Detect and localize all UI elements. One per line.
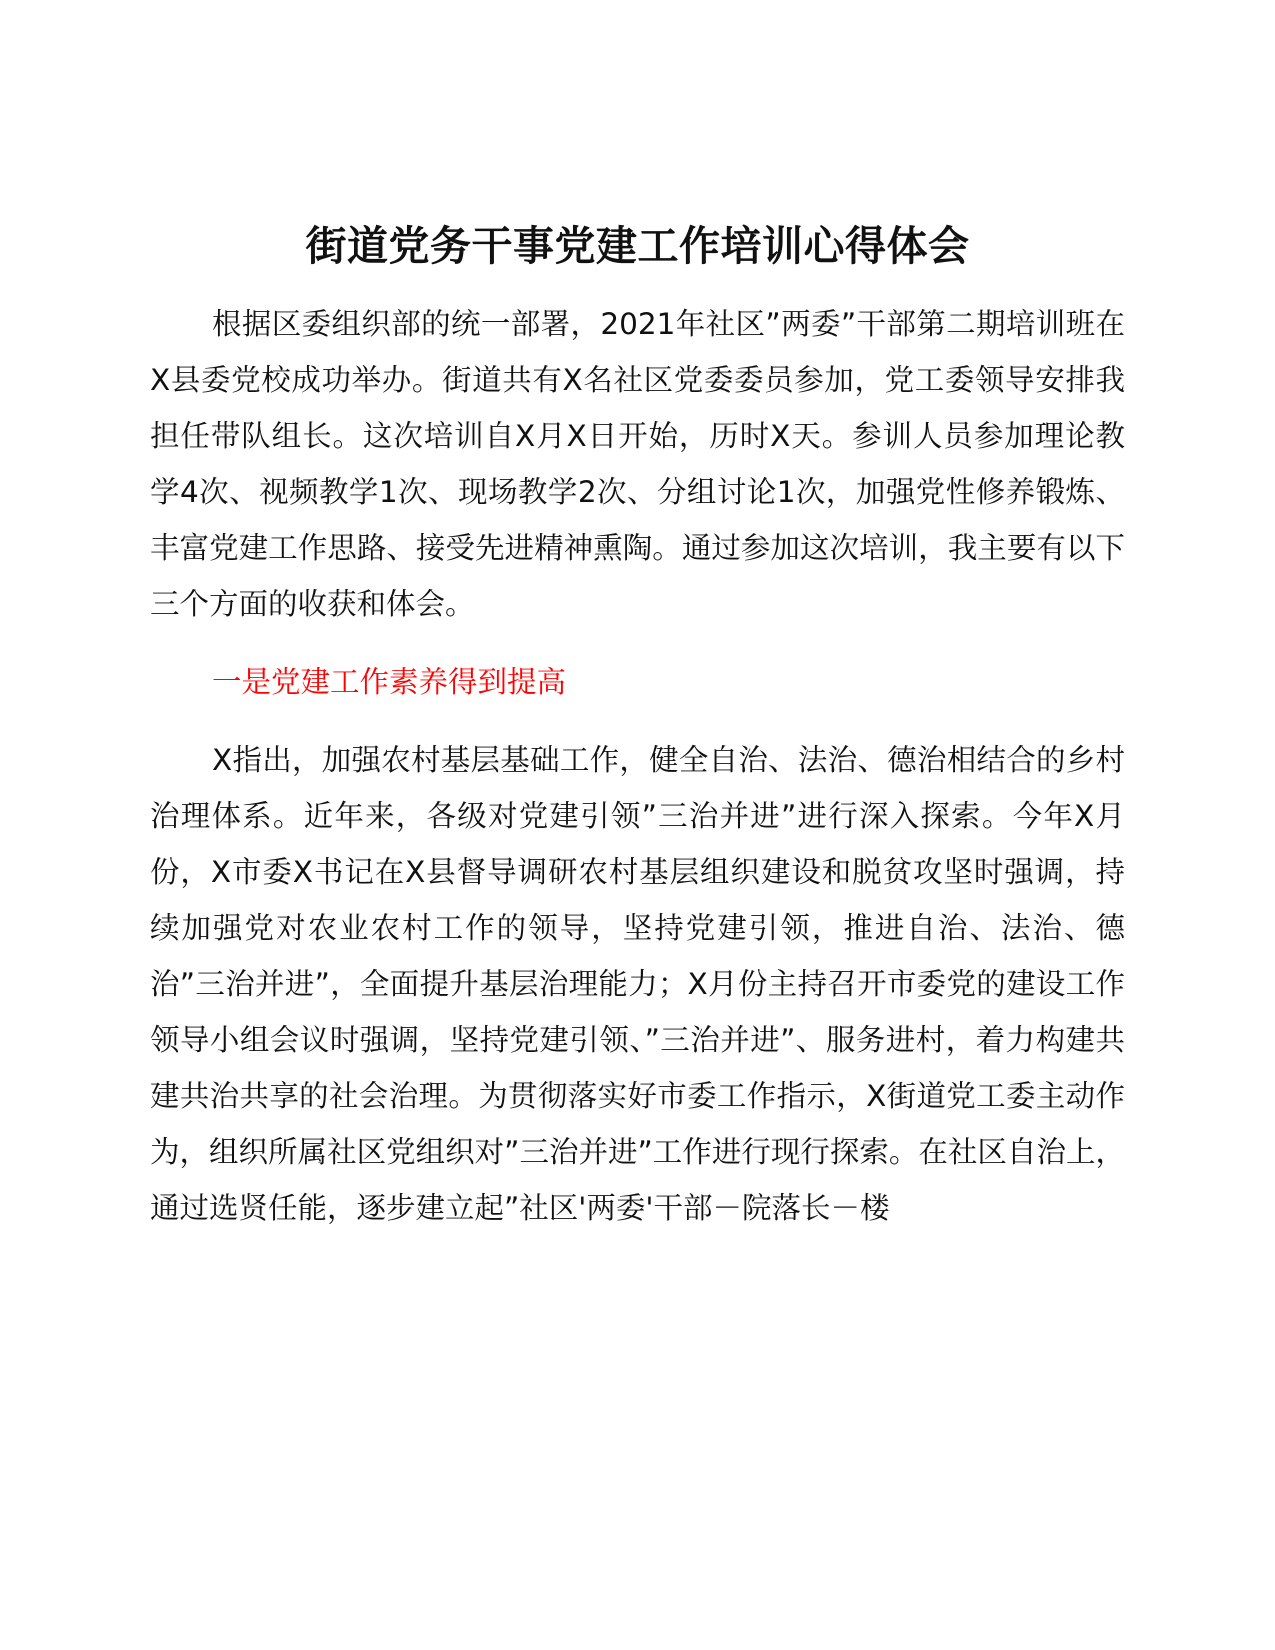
body-paragraph: X指出，加强农村基层基础工作，健全自治、法治、德治相结合的乡村治理体系。近年来，各级对党建引领”三治并进”进行深入探索。今年X月份，X市委X书记在X县督导调研农村基层组织建设和脱贫攻坚时强调，持续加强党对农业农村工作的领导，坚持党建引领，推进自治、法治、德治”三治并进”，全面提升基层治理能力；X月份主持召开市委党的建设工作领导小组会议时强调，坚持党建引领、”三治并进”、服务进村，着力构建共建共治共享的社会治理。为贯彻落实好市委工作指示，X街道党工委主动作为，组织所属社区党组织对”三治并进”工作进行现行探索。在社区自治上，通过选贤任能，逐步建立起”社区'两委'干部－院落长－楼 xyxy=(150,743,1125,1225)
document-page xyxy=(150,218,1125,1236)
section-heading: 一是党建工作素养得到提高 xyxy=(212,665,567,699)
intro-paragraph: 根据区委组织部的统一部署，2021年社区”两委”干部第二期培训班在X县委党校成功举办。街道共有X名社区党委委员参加，党工委领导安排我担任带队组长。这次培训自X月X日开始，历时X天。参训人员参加理论教学4次、视频教学1次、现场教学2次、分组讨论1次，加强党性修养锻炼、丰富党建工作思路、接受先进精神熏陶。通过参加这次培训，我主要有以下三个方面的收获和体会。 xyxy=(150,307,1125,621)
document-title: 街道党务干事党建工作培训心得体会 xyxy=(305,222,970,270)
